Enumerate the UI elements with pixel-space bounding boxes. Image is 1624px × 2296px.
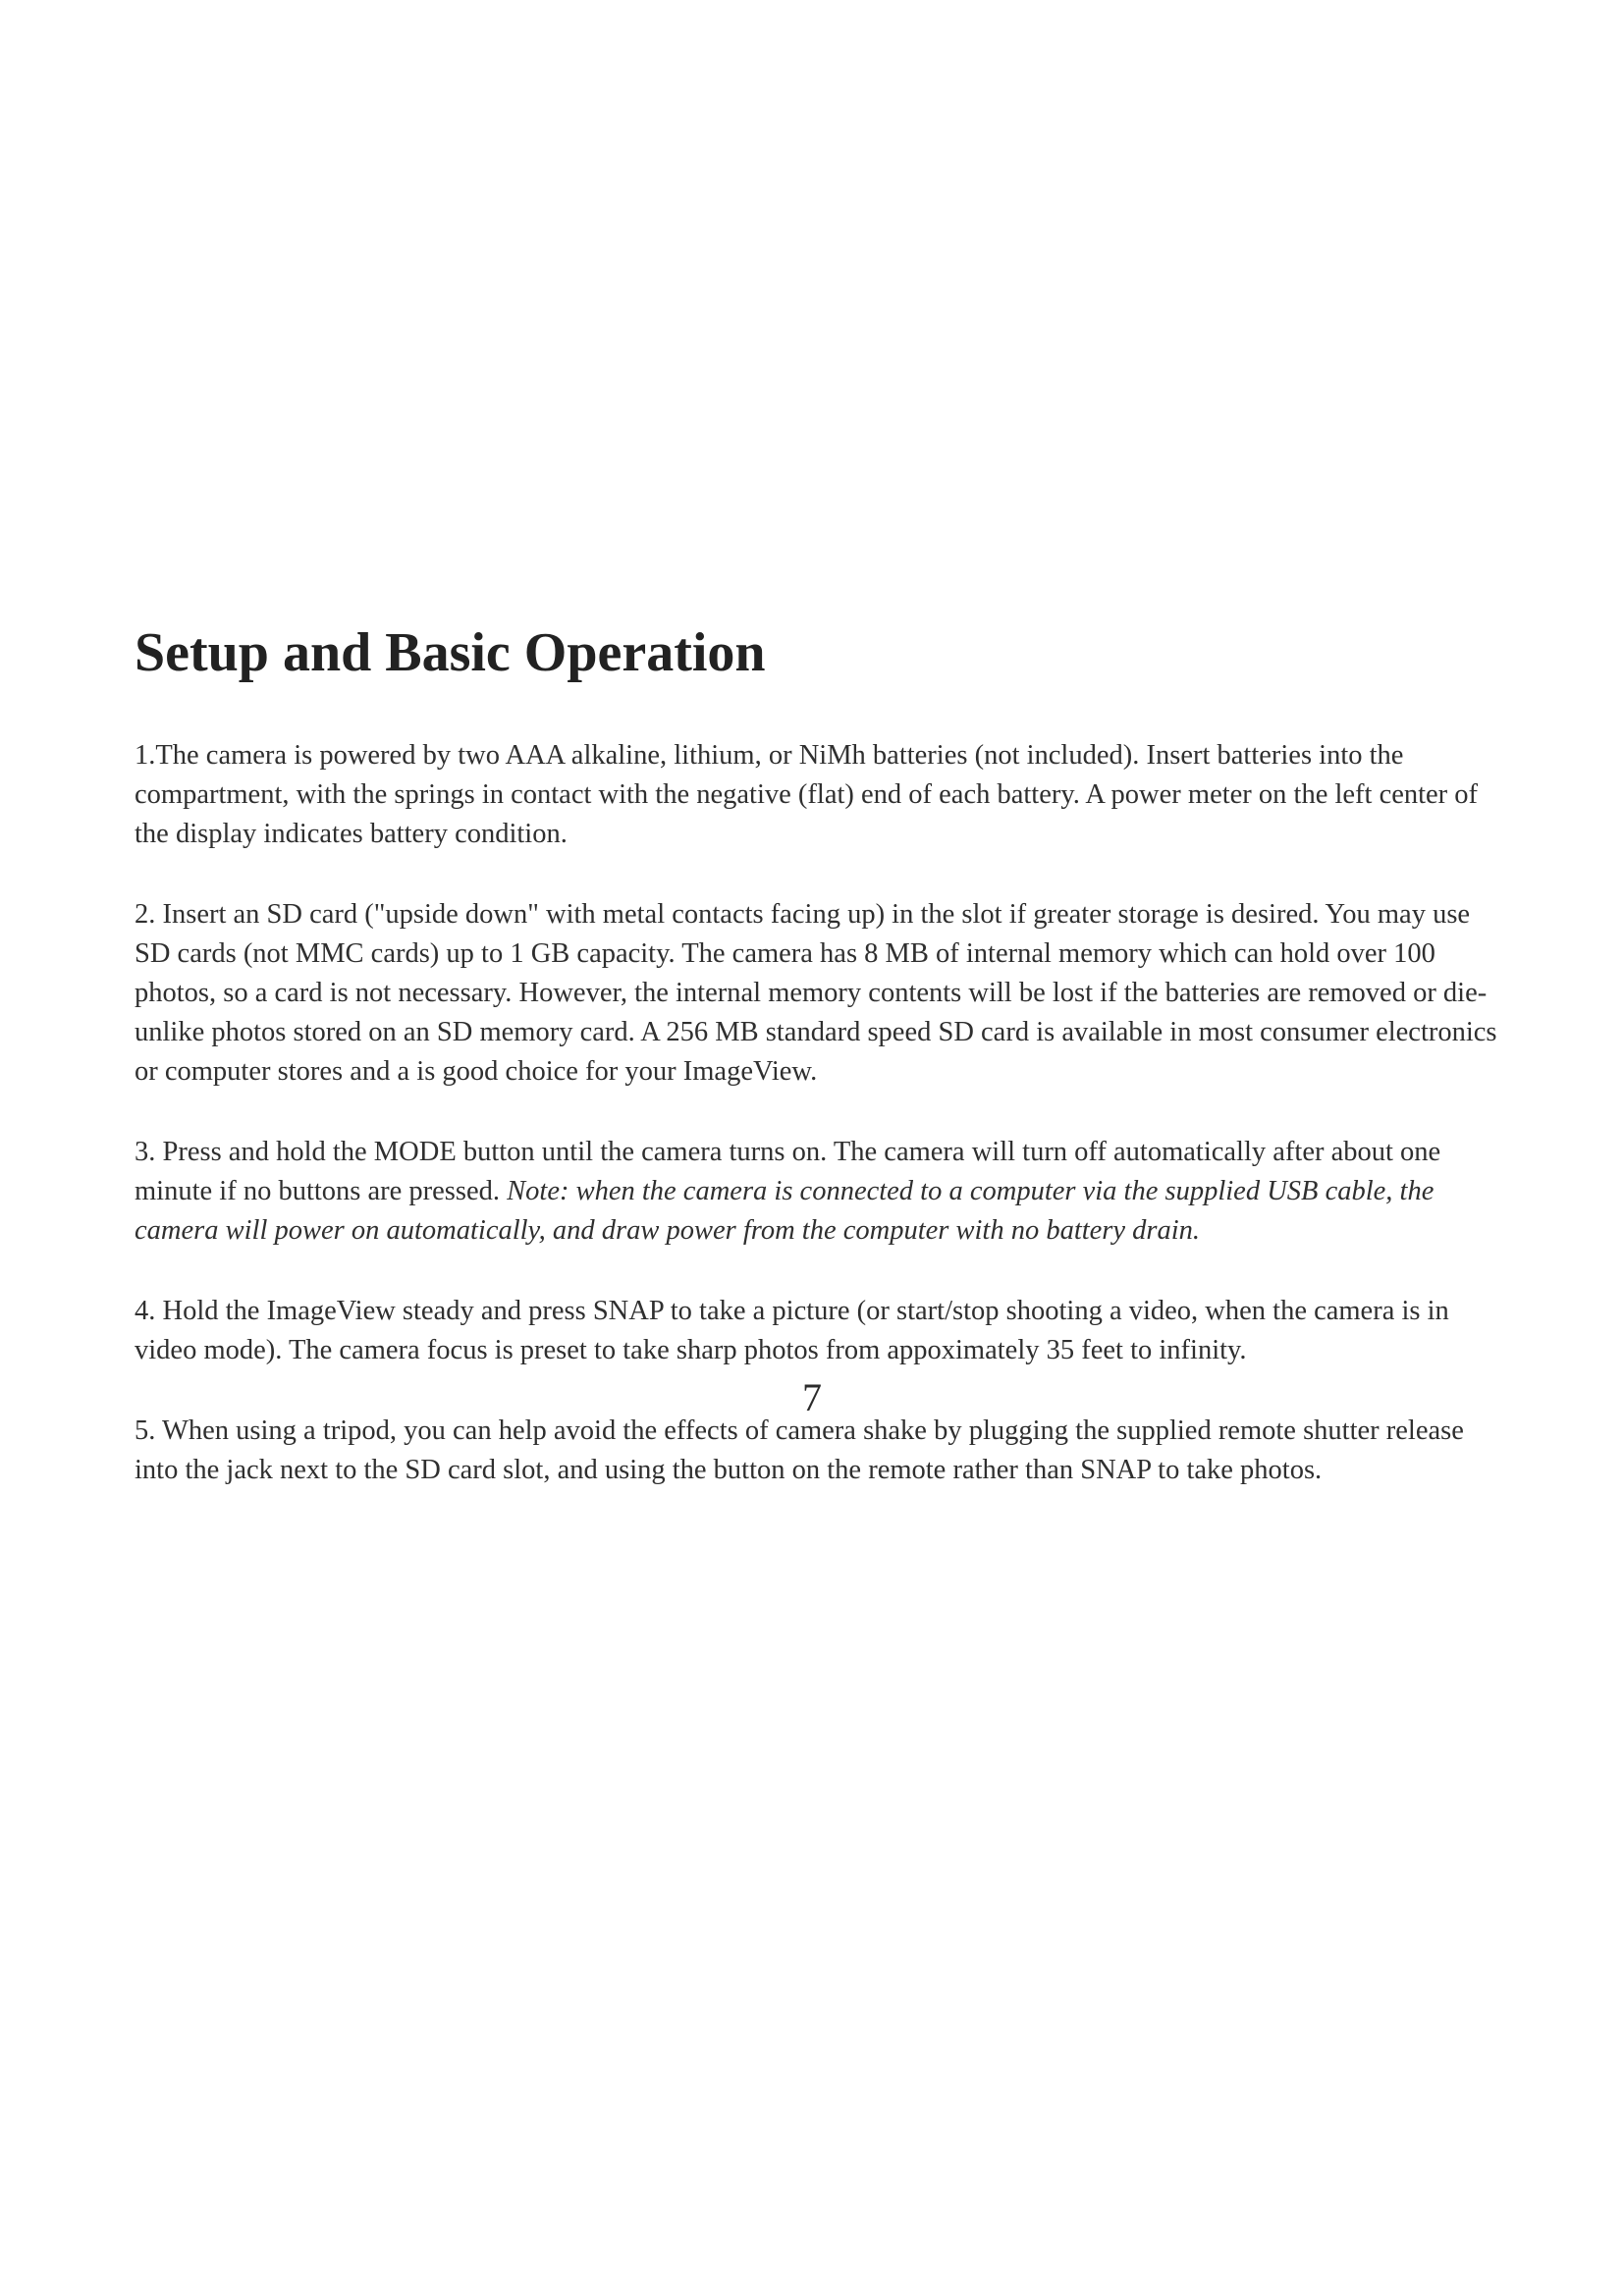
paragraph-sd-card: 2. Insert an SD card ("upside down" with metal contacts facing up) in the slot if greater storage is desired. You may use SD cards (not MMC cards) up to 1 GB capacity. The camera has 8 MB of internal memory which can hold over 100 photos, so a card is not necessary. However, the internal memory contents will be lost if the batteries are removed or die-unlike photos stored on an SD memory card. A 256 MB standard speed SD card is available in most consumer electronics or computer stores and a is good choice for your ImageView.	[135, 899, 1497, 1087]
page-title: Setup and Basic Operation	[135, 622, 766, 683]
paragraph-tripod: 5. When using a tripod, you can help avoid the effects of camera shake by plugging the supplied remote shutter release into the jack next to the SD card slot, and using the button on the remote rather than SNAP to take photos.	[135, 1415, 1464, 1485]
paragraph-batteries: 1.The camera is powered by two AAA alkaline, lithium, or NiMh batteries (not included). Insert batteries into the compartment, with the springs in contact with the negative (flat) end of each battery. A power meter on the left center of the display indicates battery condition.	[135, 740, 1479, 849]
paragraph-mode-button	[135, 1133, 1509, 1251]
paragraph-mode-button-text: 3. Press and hold the MODE button until the camera turns on. The camera will turn off automatically after about one minute if no buttons are pressed.	[135, 1137, 1441, 1206]
usb-note: Note: when the camera is connected to a computer via the supplied USB cable, the camera will power on automatically, and draw power from the computer with no battery drain.	[135, 1176, 1435, 1246]
page-number: 7	[802, 1375, 822, 1419]
paragraph-snap: 4. Hold the ImageView steady and press SNAP to take a picture (or start/stop shooting a video, when the camera is in video mode). The camera focus is preset to take sharp photos from appoximately 35 feet to infinity.	[135, 1296, 1449, 1365]
